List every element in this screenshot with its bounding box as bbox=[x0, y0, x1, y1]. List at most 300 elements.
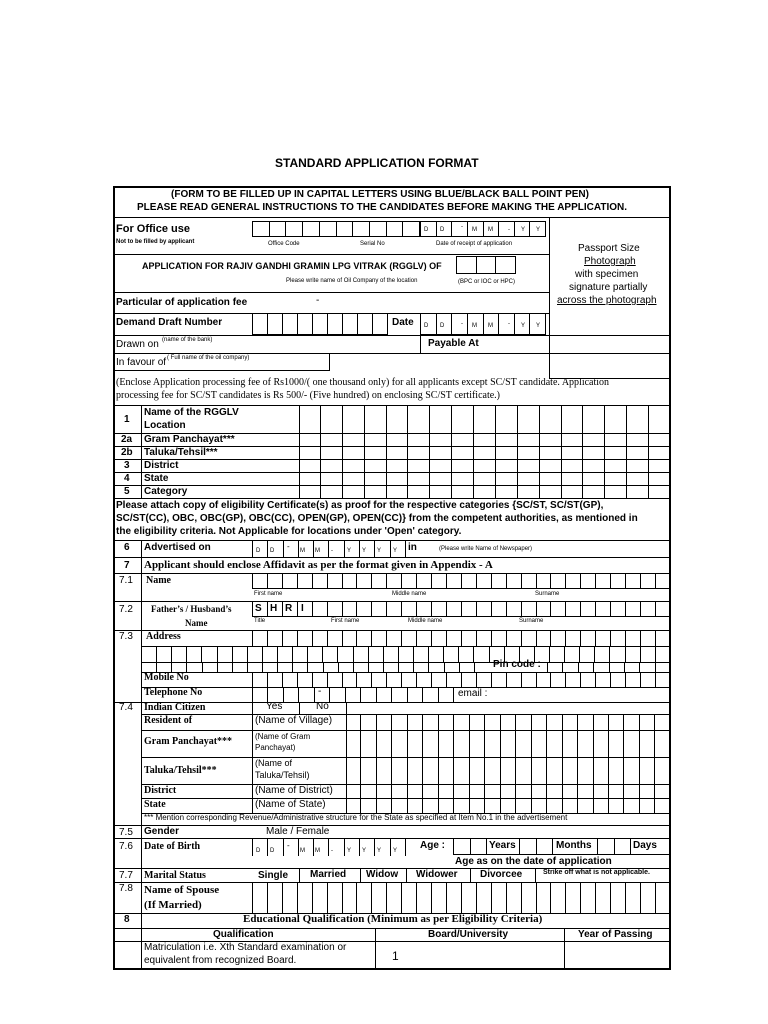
char-box-cell bbox=[476, 630, 491, 646]
marital-option-single[interactable]: Single bbox=[258, 870, 289, 881]
loc-n1-text: 1 bbox=[124, 414, 130, 425]
char-box-cell bbox=[655, 601, 670, 616]
office-date_letters-4-text: M bbox=[488, 227, 493, 233]
horizontal-rule bbox=[141, 757, 670, 758]
char-box-cell bbox=[565, 882, 580, 913]
char-box-cell bbox=[282, 573, 297, 588]
char-box-cell bbox=[562, 662, 577, 672]
date-receipt-label: Date of receipt of application bbox=[436, 241, 513, 247]
dob-n-text: 7.6 bbox=[119, 841, 133, 852]
char-box-cell bbox=[548, 662, 562, 672]
char-box-cell bbox=[431, 601, 446, 616]
char-box-cell bbox=[338, 662, 353, 672]
application-for-label: APPLICATION FOR RAJIV GANDHI GRAMIN LPG VITRAK (RGGLV) OF bbox=[142, 261, 442, 271]
char-box-cell bbox=[401, 630, 416, 646]
fee-dd_letters-3-text: M bbox=[472, 323, 477, 329]
char-box-cell bbox=[352, 222, 369, 236]
char-box-cell bbox=[564, 646, 579, 662]
address-label: Address bbox=[146, 631, 181, 642]
address-n-text: 7.3 bbox=[119, 631, 133, 642]
resident-of-label: Resident of bbox=[144, 715, 193, 726]
char-box-cell bbox=[457, 257, 476, 273]
char-box-cell bbox=[640, 573, 655, 588]
char-box-cell bbox=[461, 882, 476, 913]
char-box-cell bbox=[498, 222, 514, 236]
char-box-cell bbox=[342, 601, 357, 616]
matriculation-line-2: equivalent from recognized Board. bbox=[144, 955, 297, 966]
vertical-rule bbox=[470, 868, 471, 882]
char-box-cell bbox=[476, 601, 491, 616]
char-box-cell bbox=[297, 882, 312, 913]
char-box-cell bbox=[458, 646, 473, 662]
char-box-cell bbox=[312, 314, 327, 334]
vertical-rule bbox=[420, 335, 421, 353]
char-box-cell bbox=[390, 540, 405, 557]
char-box-cell bbox=[521, 630, 536, 646]
char-box-cell bbox=[337, 646, 352, 662]
char-box-cell bbox=[624, 662, 639, 672]
receipt-date-boxes[interactable] bbox=[420, 221, 546, 237]
dob-letters-9-text: Y bbox=[393, 848, 398, 854]
char-box-cell bbox=[357, 314, 372, 334]
char-box-cell bbox=[640, 646, 655, 662]
payable-at-label: Payable At bbox=[428, 338, 479, 349]
char-box-cell bbox=[610, 630, 625, 646]
taluka-label: Taluka/Tehsil*** bbox=[144, 447, 218, 458]
office-date_letters-7-text: Y bbox=[536, 227, 541, 233]
page-number: 1 bbox=[392, 949, 399, 963]
char-box-cell bbox=[386, 882, 401, 913]
citizen-yes-option[interactable]: Yes bbox=[266, 701, 283, 712]
char-box-cell bbox=[283, 540, 298, 557]
char-box-cell bbox=[428, 662, 443, 672]
char-box-cell bbox=[438, 687, 453, 702]
char-box-cell bbox=[390, 838, 405, 856]
char-box-cell bbox=[297, 672, 312, 687]
char-box-cell bbox=[253, 222, 269, 236]
rgglv-location-label: Name of the RGGLV bbox=[144, 407, 239, 418]
age-years-boxes[interactable] bbox=[453, 838, 487, 854]
char-box-cell bbox=[372, 314, 387, 334]
year-header: Year of Passing bbox=[578, 929, 653, 940]
horizontal-rule bbox=[114, 472, 670, 473]
education-title: Educational Qualification (Minimum as per Eligibility Criteria) bbox=[243, 913, 543, 925]
telephone-boxes[interactable] bbox=[252, 687, 454, 702]
char-box-cell bbox=[307, 646, 322, 662]
matriculation-line-1: Matriculation i.e. Xth Standard examination or bbox=[144, 942, 347, 953]
char-box-cell bbox=[312, 672, 327, 687]
char-box-cell bbox=[283, 687, 298, 702]
adv-letters-0-text: D bbox=[256, 548, 261, 554]
adv-in-text: in bbox=[408, 542, 417, 553]
char-box-cell bbox=[368, 646, 383, 662]
dob-letters-3-text: M bbox=[300, 848, 305, 854]
char-box-cell bbox=[521, 573, 536, 588]
char-box-cell bbox=[506, 672, 521, 687]
horizontal-rule bbox=[114, 292, 549, 293]
instruction-line-2: PLEASE READ GENERAL INSTRUCTIONS TO THE CANDIDATES BEFORE MAKING THE APPLICATION. bbox=[137, 202, 628, 213]
office-code-boxes[interactable] bbox=[252, 221, 420, 237]
char-box-cell bbox=[142, 662, 156, 672]
loc-n4-text: 4 bbox=[124, 473, 130, 484]
affidavit-n-text: 7 bbox=[124, 560, 130, 571]
char-box-cell bbox=[565, 630, 580, 646]
dob-boxes[interactable] bbox=[252, 838, 406, 856]
char-box-cell bbox=[386, 601, 401, 616]
spouse-l2-text: (If Married) bbox=[144, 899, 202, 911]
fee-dash-text: - bbox=[316, 295, 320, 306]
adv-n-text: 6 bbox=[124, 542, 130, 553]
instruction-line-1: (FORM TO BE FILLED UP IN CAPITAL LETTERS USING BLUE/BLACK BALL POINT PEN) bbox=[171, 189, 589, 200]
char-box-cell bbox=[625, 630, 640, 646]
char-box-cell bbox=[277, 662, 292, 672]
char-box-cell bbox=[142, 646, 156, 662]
office-date_letters-2-text: - bbox=[461, 224, 463, 230]
char-box-cell bbox=[186, 646, 201, 662]
char-box-cell bbox=[282, 314, 297, 334]
adv-letters-4-text: M bbox=[315, 548, 320, 554]
age-label: Age : bbox=[420, 840, 445, 851]
address-line-1-boxes[interactable] bbox=[252, 630, 670, 646]
char-box-cell bbox=[521, 882, 536, 913]
age-months-boxes[interactable] bbox=[519, 838, 553, 854]
char-box-cell bbox=[267, 882, 282, 913]
char-box-cell bbox=[371, 672, 386, 687]
char-box-cell bbox=[536, 672, 551, 687]
citizen-gp_note1-text: (Name of Gram bbox=[255, 732, 311, 741]
pin-code-boxes[interactable] bbox=[547, 662, 670, 672]
char-box-cell bbox=[386, 672, 401, 687]
char-box-cell bbox=[609, 646, 624, 662]
char-box-cell bbox=[356, 672, 371, 687]
father-shri-0-text: S bbox=[255, 603, 262, 614]
char-box-cell bbox=[391, 687, 406, 702]
marital-option-widower[interactable]: Widower bbox=[416, 869, 458, 880]
dd-number-boxes[interactable] bbox=[252, 313, 388, 335]
char-box-cell bbox=[625, 573, 640, 588]
char-box-cell bbox=[383, 662, 398, 672]
address-dash-text: - bbox=[318, 686, 322, 697]
horizontal-rule bbox=[141, 730, 670, 731]
char-box-cell bbox=[565, 601, 580, 616]
bank-note: (name of the bank) bbox=[162, 337, 213, 343]
char-box-cell bbox=[342, 314, 357, 334]
horizontal-rule bbox=[114, 254, 549, 255]
citizen-state-label: State bbox=[144, 799, 166, 810]
char-box-cell bbox=[314, 687, 329, 702]
char-box-cell bbox=[625, 882, 640, 913]
char-box-cell bbox=[298, 687, 313, 702]
office-date_letters-0-text: D bbox=[424, 227, 429, 233]
father-first-text: First name bbox=[331, 618, 360, 624]
email-label: email : bbox=[458, 688, 488, 699]
horizontal-rule bbox=[114, 335, 670, 336]
citizen-gp-label: Gram Panchayat*** bbox=[144, 736, 233, 747]
footnote: *** Mention corresponding Revenue/Administrative structure for the State as specified at Item No.1 in the advertisement bbox=[144, 813, 568, 822]
char-box-cell bbox=[473, 646, 488, 662]
board-header: Board/University bbox=[428, 929, 509, 940]
char-box-cell bbox=[156, 662, 171, 672]
char-box-cell bbox=[402, 222, 419, 236]
fee-label: Particular of application fee bbox=[116, 297, 248, 308]
telephone-label: Telephone No bbox=[144, 687, 203, 698]
father-l2-text: Name bbox=[185, 618, 208, 628]
char-box-cell bbox=[595, 882, 610, 913]
vertical-rule bbox=[360, 868, 361, 882]
father-n-text: 7.2 bbox=[119, 604, 133, 615]
char-box-cell bbox=[431, 882, 446, 913]
fee-dd_letters-1-text: D bbox=[440, 323, 445, 329]
citizen-no-option[interactable]: No bbox=[316, 701, 329, 712]
vertical-rule bbox=[406, 868, 407, 882]
oil-company-options: (BPC or IOC or HPC) bbox=[458, 279, 516, 285]
marital-status-label: Marital Status bbox=[144, 870, 206, 881]
office-use-note: Not to be filled by applicant bbox=[116, 239, 195, 245]
char-box-cell bbox=[491, 630, 506, 646]
photo-line-5: across the photograph bbox=[557, 295, 657, 306]
char-box-cell bbox=[476, 882, 491, 913]
char-box-cell bbox=[444, 662, 459, 672]
office-date_letters-1-text: D bbox=[440, 227, 445, 233]
char-box-cell bbox=[323, 662, 338, 672]
vertical-rule bbox=[535, 868, 536, 882]
vertical-rule bbox=[299, 868, 300, 882]
marital-option-divorcee[interactable]: Divorcee bbox=[480, 869, 523, 880]
name-char-boxes[interactable] bbox=[252, 573, 670, 589]
oil-company-boxes[interactable] bbox=[456, 256, 516, 274]
certificate-note-3: the eligibility criteria. Not Applicable for locations under 'Open' category. bbox=[116, 526, 462, 537]
char-box-cell bbox=[506, 630, 521, 646]
char-box-cell bbox=[416, 882, 431, 913]
char-box-cell bbox=[506, 882, 521, 913]
char-box-cell bbox=[416, 630, 431, 646]
name-label: Name bbox=[146, 575, 171, 586]
char-box-cell bbox=[386, 222, 403, 236]
edu-n-text: 8 bbox=[124, 914, 130, 925]
gender-options[interactable]: Male / Female bbox=[266, 826, 330, 837]
char-box-cell bbox=[345, 687, 360, 702]
char-box-cell bbox=[428, 646, 443, 662]
adv-letters-6-text: Y bbox=[347, 548, 352, 554]
char-box-cell bbox=[446, 630, 461, 646]
char-box-cell bbox=[217, 646, 232, 662]
fee-dd_letters-5-text: - bbox=[508, 321, 510, 327]
horizontal-rule bbox=[114, 557, 670, 558]
char-box-cell bbox=[371, 882, 386, 913]
char-box-cell bbox=[413, 662, 428, 672]
marital-option-married[interactable]: Married bbox=[310, 869, 347, 880]
char-box-cell bbox=[329, 687, 344, 702]
char-box-cell bbox=[640, 630, 655, 646]
char-box-cell bbox=[292, 646, 307, 662]
horizontal-rule bbox=[114, 217, 670, 218]
name-middle-text: Middle name bbox=[392, 591, 427, 597]
char-box-cell bbox=[253, 882, 267, 913]
father-shri-1-text: H bbox=[270, 603, 278, 614]
fee-dd_letters-0-text: D bbox=[424, 323, 429, 329]
char-box-cell bbox=[625, 672, 640, 687]
char-box-cell bbox=[312, 630, 327, 646]
char-box-cell bbox=[416, 601, 431, 616]
char-box-cell bbox=[269, 222, 286, 236]
char-box-cell bbox=[267, 630, 282, 646]
office-date_letters-6-text: Y bbox=[521, 227, 526, 233]
dob-letters-0-text: D bbox=[256, 848, 261, 854]
char-box-cell bbox=[277, 646, 292, 662]
father-surname-text: Surname bbox=[519, 618, 544, 624]
char-box-cell bbox=[446, 601, 461, 616]
drawn-on-label: Drawn on bbox=[116, 339, 159, 350]
char-box-cell bbox=[371, 601, 386, 616]
char-box-cell bbox=[655, 672, 670, 687]
char-box-cell bbox=[609, 662, 624, 672]
char-box-cell bbox=[595, 630, 610, 646]
char-box-cell bbox=[451, 222, 467, 236]
vertical-rule bbox=[564, 928, 565, 970]
char-box-cell bbox=[312, 882, 327, 913]
age-days-boxes[interactable] bbox=[597, 838, 631, 854]
char-box-cell bbox=[267, 672, 282, 687]
adv-letters-9-text: Y bbox=[393, 548, 398, 554]
adv-letters-3-text: M bbox=[300, 548, 305, 554]
char-box-cell bbox=[639, 662, 654, 672]
father-shri-2-text: R bbox=[285, 603, 293, 614]
advertised-date-boxes[interactable] bbox=[252, 540, 406, 557]
char-box-cell bbox=[383, 646, 398, 662]
advertised-on-label: Advertised on bbox=[144, 542, 211, 553]
photo-line-3: with specimen bbox=[575, 269, 639, 280]
char-box-cell bbox=[253, 687, 267, 702]
char-box-cell bbox=[491, 672, 506, 687]
char-box-cell bbox=[459, 662, 474, 672]
company-note: ( Full name of the oil company) bbox=[167, 355, 250, 361]
char-box-cell bbox=[550, 672, 565, 687]
address-line-3-boxes[interactable] bbox=[141, 662, 489, 672]
char-box-cell bbox=[327, 573, 342, 588]
char-box-cell bbox=[640, 601, 655, 616]
address-line-2-boxes[interactable] bbox=[141, 646, 670, 662]
horizontal-rule bbox=[141, 784, 670, 785]
horizontal-rule bbox=[114, 485, 670, 486]
mobile-boxes[interactable] bbox=[252, 672, 670, 687]
citizen-taluka-label: Taluka/Tehsil*** bbox=[144, 765, 217, 776]
char-box-cell bbox=[454, 838, 470, 854]
char-box-cell bbox=[565, 672, 580, 687]
qualification-header: Qualification bbox=[213, 929, 274, 940]
char-box-cell bbox=[580, 630, 595, 646]
char-box-cell bbox=[595, 573, 610, 588]
gender-label: Gender bbox=[144, 826, 180, 837]
loc-n2a-text: 2a bbox=[121, 434, 133, 445]
char-box-cell bbox=[446, 573, 461, 588]
mobile-label: Mobile No bbox=[144, 672, 189, 683]
char-box-cell bbox=[470, 838, 487, 854]
char-box-cell bbox=[297, 601, 312, 616]
char-box-cell bbox=[446, 672, 461, 687]
dob-label: Date of Birth bbox=[144, 841, 201, 852]
certificate-note-2: SC/ST(CC), OBC, OBC(GP), OBC(CC), OPEN(GP), OPEN(CC)} from the competent authorities, as mentioned in bbox=[116, 513, 638, 524]
char-box-cell bbox=[232, 662, 247, 672]
char-box-cell bbox=[593, 662, 608, 672]
char-box-cell bbox=[431, 630, 446, 646]
char-box-cell bbox=[292, 662, 307, 672]
pin-code-label: Pin code : bbox=[493, 659, 541, 670]
spouse-n-text: 7.8 bbox=[119, 883, 133, 894]
char-box-cell bbox=[451, 314, 467, 334]
office-use-title: For Office use bbox=[116, 223, 190, 235]
name-surname-text: Surname bbox=[535, 591, 560, 597]
char-box-cell bbox=[327, 314, 342, 334]
fee-dd_letters-2-text: - bbox=[461, 321, 463, 327]
char-box-cell bbox=[598, 838, 614, 854]
char-box-cell bbox=[342, 630, 357, 646]
char-box-cell bbox=[461, 573, 476, 588]
char-box-cell bbox=[565, 573, 580, 588]
char-box-cell bbox=[580, 601, 595, 616]
char-box-cell bbox=[595, 672, 610, 687]
name-n-text: 7.1 bbox=[119, 575, 133, 586]
char-box-cell bbox=[327, 672, 342, 687]
char-box-cell bbox=[371, 573, 386, 588]
fee-dd_letters-4-text: M bbox=[488, 323, 493, 329]
months-label: Months bbox=[556, 840, 592, 851]
char-box-cell bbox=[416, 573, 431, 588]
char-box-cell bbox=[356, 573, 371, 588]
village-note: (Name of Village) bbox=[255, 715, 333, 726]
citizen-district_note-text: (Name of District) bbox=[255, 785, 333, 796]
char-box-cell bbox=[342, 672, 357, 687]
adv-letters-8-text: Y bbox=[377, 548, 382, 554]
in-favour-label: In favour of bbox=[116, 357, 167, 368]
vertical-rule bbox=[141, 540, 142, 577]
char-box-cell bbox=[171, 646, 186, 662]
char-box-cell bbox=[253, 672, 267, 687]
char-box-cell bbox=[282, 672, 297, 687]
citizen-state_note-text: (Name of State) bbox=[255, 799, 326, 810]
marital-option-widow[interactable]: Widow bbox=[366, 869, 399, 880]
dob-letters-2-text: - bbox=[287, 841, 290, 850]
char-box-cell bbox=[297, 314, 312, 334]
char-box-cell bbox=[536, 630, 551, 646]
fee-dd_letters-6-text: Y bbox=[521, 323, 526, 329]
char-box-cell bbox=[610, 573, 625, 588]
dd-date-boxes[interactable] bbox=[420, 313, 546, 335]
char-box-cell bbox=[356, 601, 371, 616]
char-box-cell bbox=[476, 257, 496, 273]
char-box-cell bbox=[498, 314, 514, 334]
char-box-cell bbox=[282, 630, 297, 646]
char-box-cell bbox=[461, 630, 476, 646]
char-box-cell bbox=[550, 601, 565, 616]
char-box-cell bbox=[655, 662, 670, 672]
char-box-cell bbox=[398, 662, 413, 672]
char-box-cell bbox=[267, 314, 282, 334]
loc-n3-text: 3 bbox=[124, 460, 130, 471]
citizen-district-label: District bbox=[144, 785, 177, 796]
char-box-cell bbox=[360, 687, 375, 702]
char-box-cell bbox=[549, 646, 564, 662]
spouse-name-boxes[interactable] bbox=[252, 882, 670, 913]
dob-letters-4-text: M bbox=[315, 848, 320, 854]
vertical-rule bbox=[141, 573, 142, 970]
years-label: Years bbox=[489, 840, 516, 851]
char-box-cell bbox=[443, 646, 458, 662]
char-box-cell bbox=[371, 630, 386, 646]
certificate-note-1: Please attach copy of eligibility Certificate(s) as proof for the respective categories {SC/ST, SC/ST(GP), bbox=[116, 500, 604, 511]
days-label: Days bbox=[633, 840, 657, 851]
char-box-cell bbox=[253, 314, 267, 334]
father-name-char-boxes[interactable] bbox=[252, 601, 670, 617]
